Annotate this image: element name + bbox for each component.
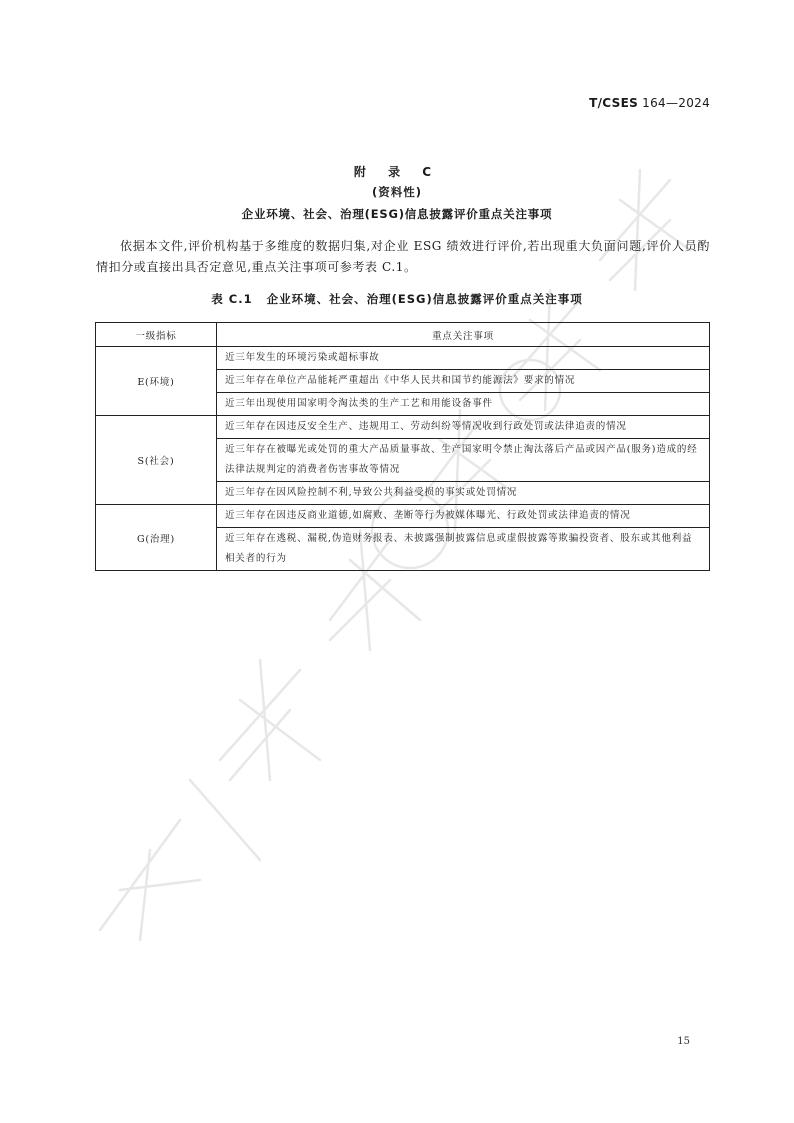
table-cell-item: 近三年存在因风险控制不利,导致公共利益受损的事实或处罚情况 bbox=[217, 482, 710, 505]
page-number: 15 bbox=[677, 1036, 690, 1047]
table-header-row bbox=[96, 323, 710, 347]
category-social: S(社会) bbox=[96, 416, 217, 505]
table-cell-item: 近三年存在因违反商业道德,如腐败、垄断等行为被媒体曝光、行政处罚或法律追责的情况 bbox=[217, 505, 710, 528]
header-focus-items: 重点关注事项 bbox=[217, 323, 710, 347]
standard-code bbox=[589, 96, 710, 110]
table-cell-item: 近三年存在被曝光或处罚的重大产品质量事故、生产国家明令禁止淘汰落后产品或因产品(服务)造成的经法律法规判定的消费者伤害事故等情况 bbox=[217, 439, 710, 482]
table-caption bbox=[0, 291, 794, 307]
table-cell-item: 近三年发生的环境污染或超标事故 bbox=[217, 347, 710, 370]
table-cell-item: 近三年出现使用国家明令淘汰类的生产工艺和用能设备事件 bbox=[217, 393, 710, 416]
table-row bbox=[96, 505, 710, 528]
esg-focus-table bbox=[95, 322, 710, 571]
appendix-subtitle: (资料性) bbox=[371, 185, 422, 199]
table-cell-item: 近三年存在逃税、漏税,伪造财务报表、未披露强制披露信息或虚假披露等欺骗投资者、股东或其他利益相关者的行为 bbox=[217, 528, 710, 571]
appendix-name: 企业环境、社会、治理(ESG)信息披露评价重点关注事项 bbox=[241, 207, 553, 221]
table-row bbox=[96, 347, 710, 370]
standard-prefix: T/CSES bbox=[589, 96, 639, 110]
body-paragraph: 依据本文件,评价机构基于多维度的数据归集,对企业 ESG 绩效进行评价,若出现重大负面问题,评价人员酌情扣分或直接出具否定意见,重点关注事项可参考表 C.1。 bbox=[96, 239, 710, 274]
table-row bbox=[96, 416, 710, 439]
table-cell-item: 近三年存在单位产品能耗严重超出《中华人民共和国节约能源法》要求的情况 bbox=[217, 370, 710, 393]
table-caption-number: 表 C.1 bbox=[211, 292, 253, 306]
appendix-title: 附 录 C bbox=[353, 165, 441, 179]
table-cell-item: 近三年存在因违反安全生产、违规用工、劳动纠纷等情况收到行政处罚或法律追责的情况 bbox=[217, 416, 710, 439]
table-caption-title: 企业环境、社会、治理(ESG)信息披露评价重点关注事项 bbox=[266, 292, 583, 306]
standard-number: 164—2024 bbox=[642, 96, 710, 110]
header-primary-indicator: 一级指标 bbox=[96, 323, 217, 347]
category-governance: G(治理) bbox=[96, 505, 217, 571]
category-environment: E(环境) bbox=[96, 347, 217, 416]
